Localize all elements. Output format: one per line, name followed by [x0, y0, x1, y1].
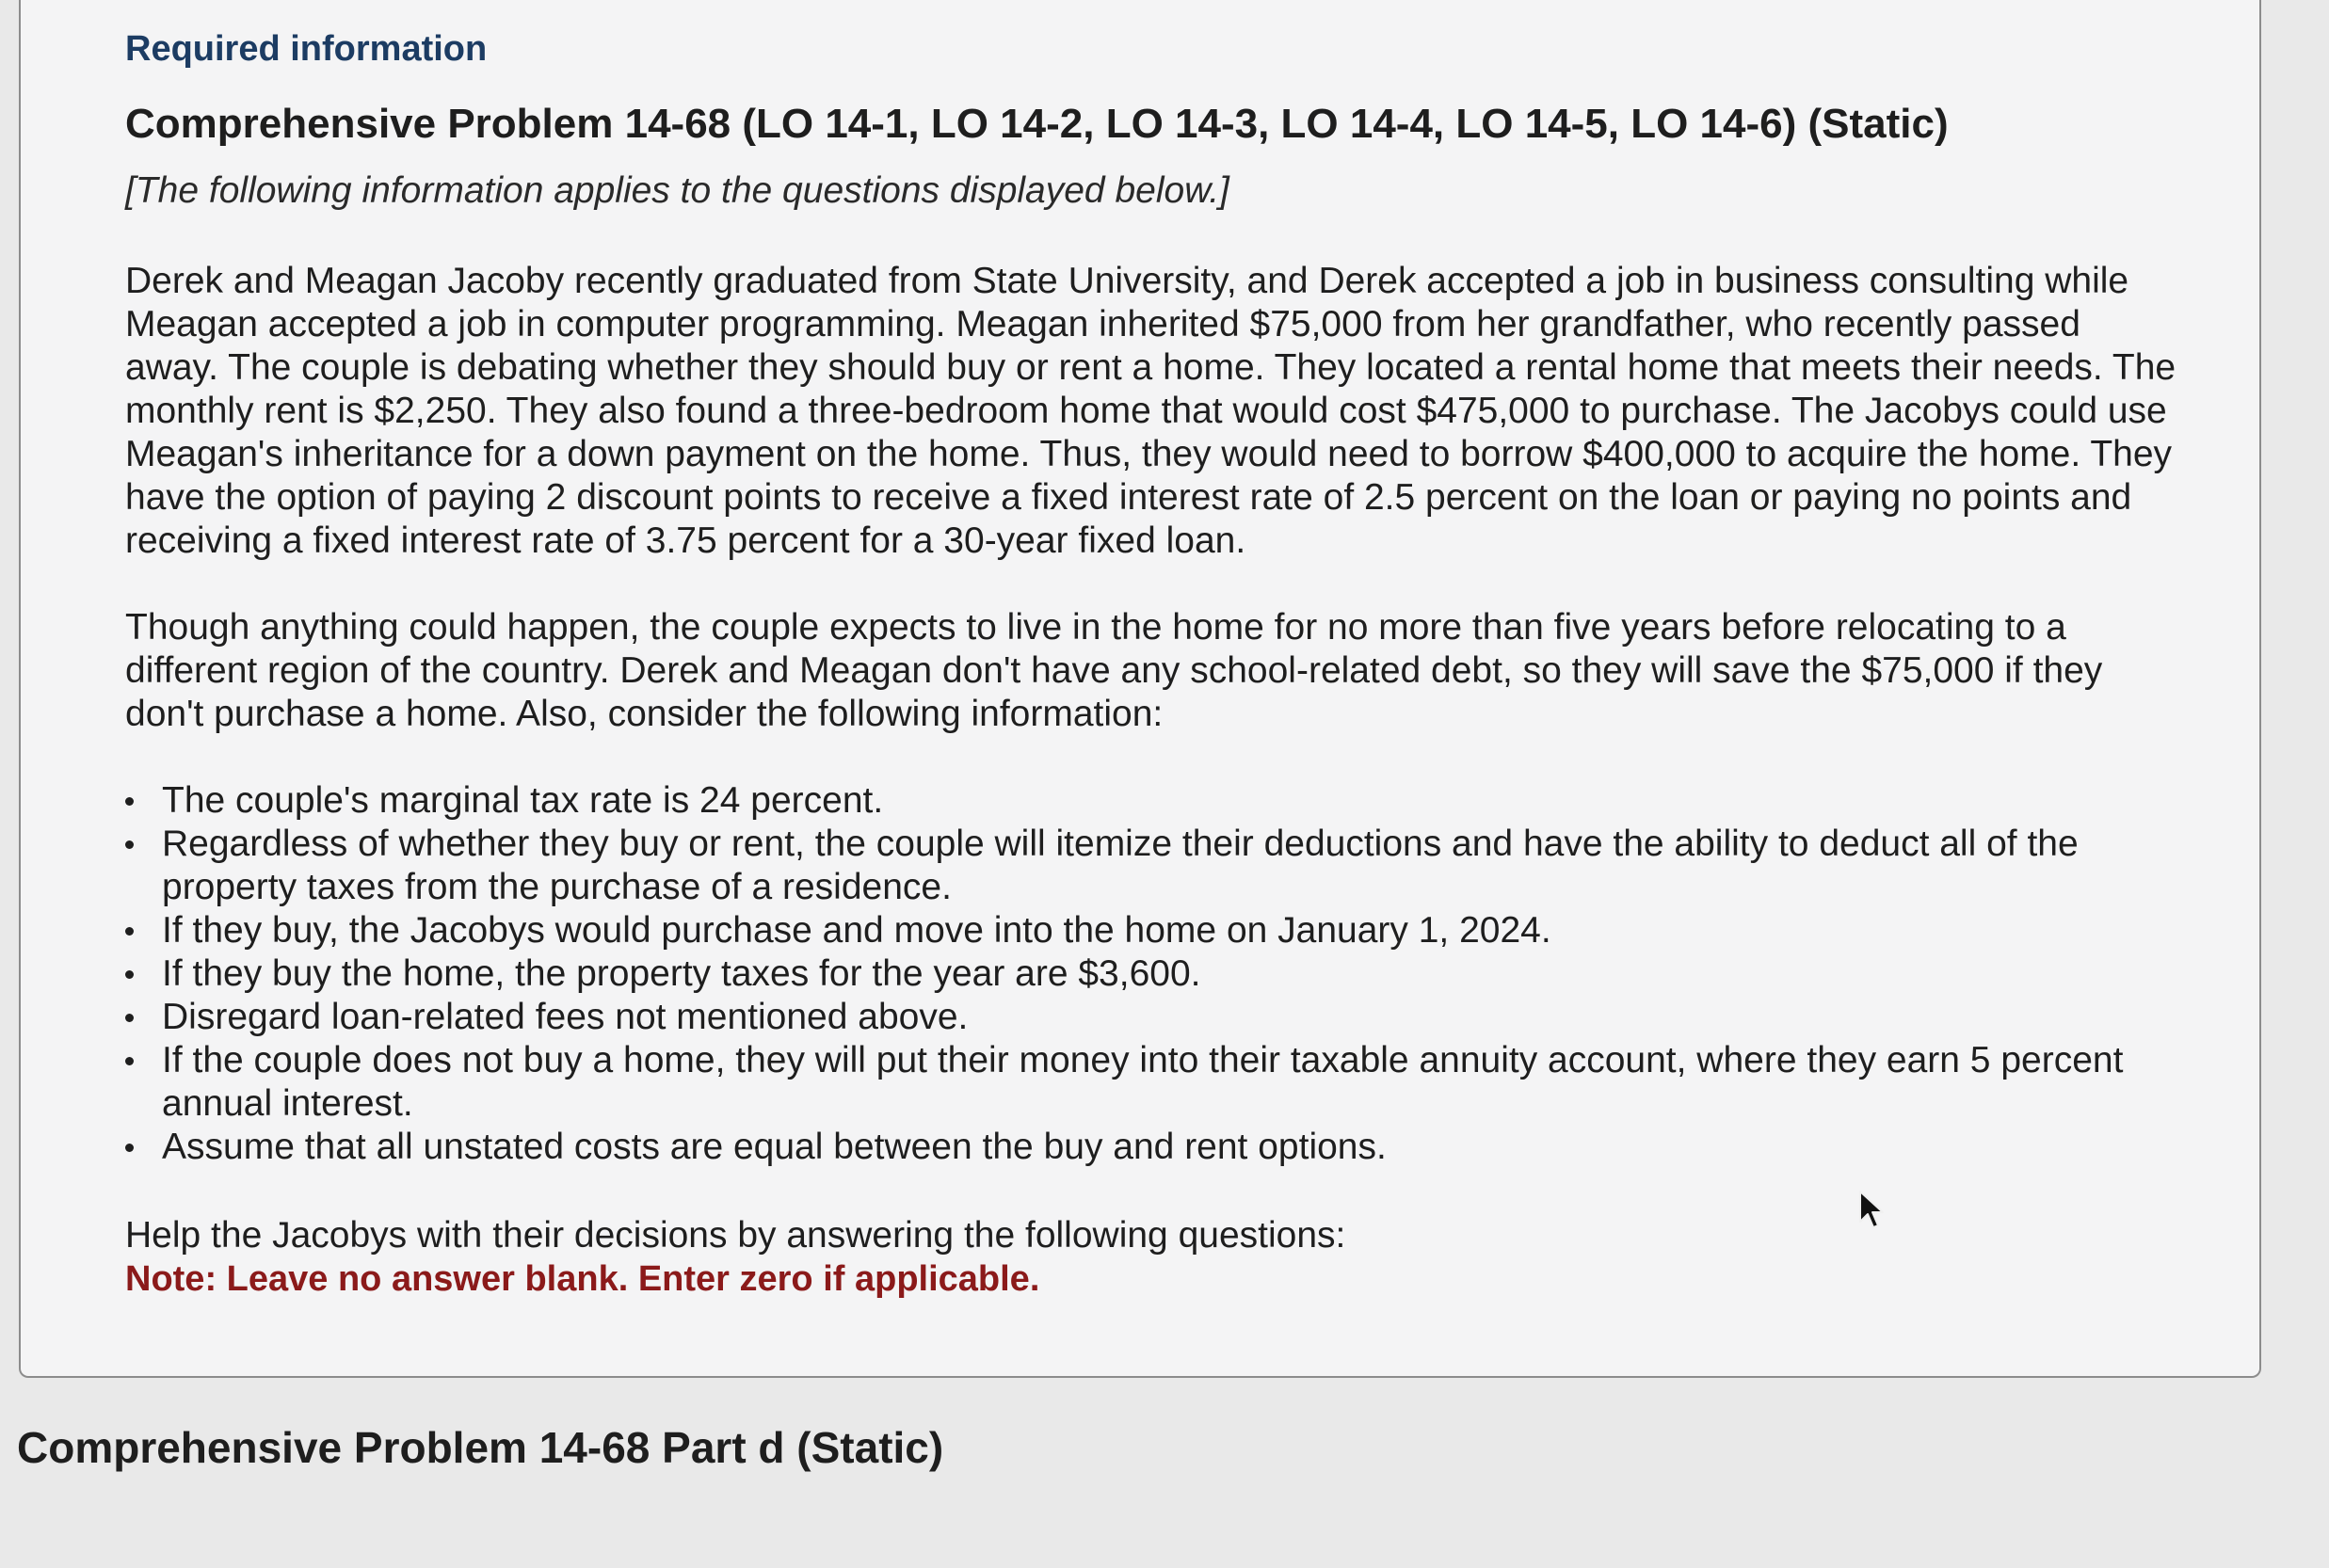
bullet-icon: [125, 970, 134, 979]
bullet-icon: [125, 927, 134, 936]
bullet-icon: [125, 1057, 134, 1065]
note-text: Note: Leave no answer blank. Enter zero if applicable.: [125, 1259, 1040, 1299]
list-item: [125, 996, 2177, 1039]
intro-note: [The following information applies to the questions displayed below.]: [125, 170, 1229, 211]
part-title: Comprehensive Problem 14-68 Part d (Static): [17, 1423, 944, 1472]
list-item-text: If they buy, the Jacobys would purchase and move into the home on January 1, 2024.: [162, 910, 1551, 951]
list-item-text: Disregard loan-related fees not mentioned above.: [162, 997, 969, 1037]
required-information-panel: [19, 0, 2261, 1378]
scenario-paragraph-1: Derek and Meagan Jacoby recently graduated from State University, and Derek accepted a job in business consulting while Meagan accepted a job in computer programming. Meagan inherited $75,000 from her grandfather, who recently passed away. The couple is debating whether they should buy or rent a home. They located a rental home that meets their needs. The monthly rent is $2,250. They also found a three-bedroom home that would cost $475,000 to purchase. The Jacobys could use Meagan's inheritance for a down payment on the home. Thus, they would need to borrow $400,000 to acquire the home. They have the option of paying 2 discount points to receive a fixed interest rate of 2.5 percent on the loan or paying no points and receiving a fixed interest rate of 3.75 percent for a 30-year fixed loan.: [125, 261, 2176, 561]
list-item-text: If the couple does not buy a home, they will put their money into their taxable annuity account, where they earn 5 percent annual interest.: [162, 1040, 2124, 1124]
list-item: [125, 909, 2177, 952]
bullet-icon: [125, 840, 134, 849]
list-item-text: If they buy the home, the property taxes for the year are $3,600.: [162, 953, 1201, 994]
problem-title: Comprehensive Problem 14-68 (LO 14-1, LO 14-2, LO 14-3, LO 14-4, LO 14-5, LO 14-6) (Static): [125, 101, 1949, 147]
list-item: [125, 952, 2177, 996]
bullet-icon: [125, 797, 134, 806]
list-item-text: Assume that all unstated costs are equal between the buy and rent options.: [162, 1127, 1387, 1167]
list-item-text: Regardless of whether they buy or rent, the couple will itemize their deductions and have the ability to deduct all of the property taxes from the purchase of a residence.: [162, 824, 2079, 907]
instructions-text: Help the Jacobys with their decisions by answering the following questions:: [125, 1215, 1346, 1256]
required-information-heading: Required information: [125, 29, 488, 69]
list-item: [125, 823, 2177, 909]
bullet-icon: [125, 1014, 134, 1022]
list-item-text: The couple's marginal tax rate is 24 percent.: [162, 780, 884, 821]
panel-content: [125, 26, 2177, 1301]
assumptions-list: [125, 779, 2177, 1169]
mouse-pointer-icon: [1858, 1190, 1887, 1231]
list-item: [125, 779, 2177, 823]
scenario-paragraph-2: Though anything could happen, the couple expects to live in the home for no more than five years before relocating to a different region of the country. Derek and Meagan don't have any school-related debt, so they will save the $75,000 if they don't purchase a home. Also, consider the following information:: [125, 607, 2103, 734]
bullet-icon: [125, 1144, 134, 1152]
list-item: [125, 1126, 2177, 1169]
list-item: [125, 1039, 2177, 1126]
